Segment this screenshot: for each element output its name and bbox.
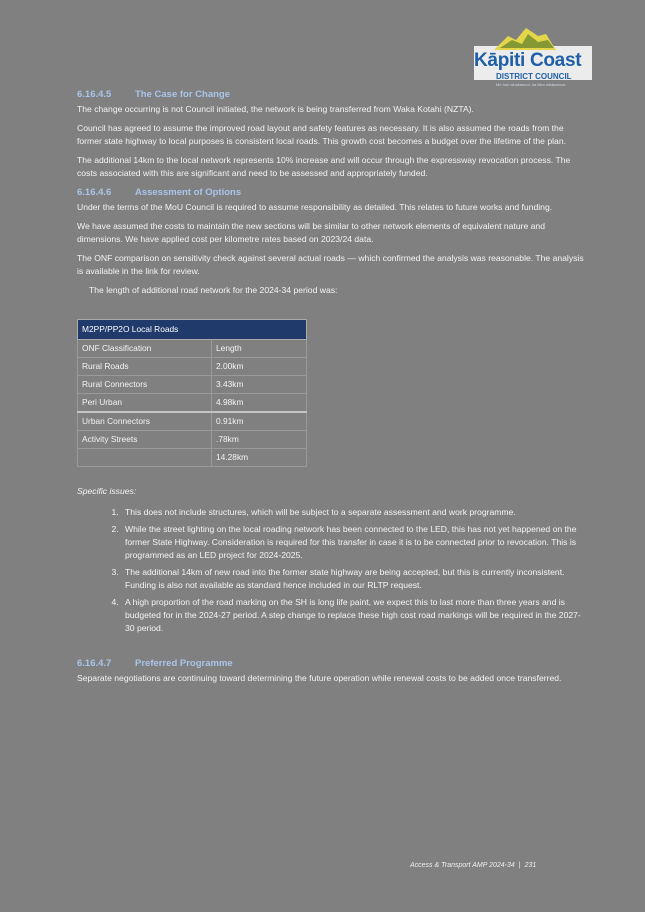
table-intro: The length of additional road network for the 2024-34 period was: xyxy=(89,285,338,295)
table-cell-value: 2.00km xyxy=(212,358,307,376)
table-cell-label: Rural Roads xyxy=(78,358,212,376)
table-cell-label: Urban Connectors xyxy=(78,412,212,431)
section-title: Assessment of Options xyxy=(135,187,242,198)
document-body xyxy=(77,88,587,691)
page-number: 231 xyxy=(524,862,537,869)
section-heading-assessment-of-options xyxy=(77,186,587,199)
table-cell-label: ONF Classification xyxy=(78,340,212,358)
paragraph: Under the terms of the MoU Council is required to assume responsibility as detailed. This relates to future works and funding. xyxy=(77,202,553,212)
section-number: 6.16.4.6 xyxy=(77,187,112,198)
council-logo xyxy=(474,24,590,87)
table-cell-value: 3.43km xyxy=(212,376,307,394)
table-cell-value: 4.98km xyxy=(212,394,307,413)
section-title: Preferred Programme xyxy=(135,658,233,669)
section-heading-preferred-programme xyxy=(77,657,587,670)
list-item: 1. This does not include structures, which will be subject to a separate assessment and work programme. xyxy=(121,506,587,519)
page-footer xyxy=(410,862,536,869)
paragraph: The ONF comparison on sensitivity check against several actual roads — which confirmed the analysis was reasonable. The analysis is available in the link for review. xyxy=(77,253,584,276)
list-item: 3. The additional 14km of new road into the former state highway are being accepted, but this is currently inconsistent. Funding is also not available as standard hence included in our RLTP request. xyxy=(121,566,587,592)
section-heading-case-for-change xyxy=(77,88,587,101)
table-row xyxy=(78,340,307,358)
list-item: 4. A high proportion of the road marking on the SH is long life paint, we expect this to last more than three years and is budgeted for in the 2024-27 period. A step change to replace these high cost road markings will be required in the 2027-30 period. xyxy=(121,596,587,635)
table-cell-label xyxy=(78,449,212,467)
paragraph: Separate negotiations are continuing toward determining the future operation while renewal costs to be added once transferred. xyxy=(77,673,562,683)
table-row xyxy=(78,412,307,431)
table-cell-label: Rural Connectors xyxy=(78,376,212,394)
table-cell-label: Peri Urban xyxy=(78,394,212,413)
table-row xyxy=(78,431,307,449)
paragraph: The additional 14km to the local network represents 10% increase and will occur through the expressway revocation process. The costs associated with this are significant and need to be assessed and appropriately funded. xyxy=(77,155,571,178)
section-number: 6.16.4.5 xyxy=(77,89,112,100)
logo-subtitle: DISTRICT COUNCIL xyxy=(496,72,572,81)
table-cell-value: 0.91km xyxy=(212,412,307,431)
paragraph: Council has agreed to assume the improved road layout and safety features as necessary. It is also assumed the roads from the former state highway to local purposes is consistent local roads. This growth cost becomes a budget over the lifetime of the plan. xyxy=(77,123,566,146)
local-roads-table xyxy=(77,319,307,467)
list-item: 2. While the street lighting on the local roading network has been connected to the LED, this has not yet happened on the former State Highway. Consideration is required for this transfer in case it is to be connected prior to revocation. This is programmed as an LED project for 2024-2025. xyxy=(121,523,587,562)
section-number: 6.16.4.7 xyxy=(77,658,112,669)
specific-issues-heading: Specific issues: xyxy=(77,486,137,496)
table-cell-label: Activity Streets xyxy=(78,431,212,449)
paragraph: We have assumed the costs to maintain the new sections will be similar to other network elements of equivalent nature and dimensions. We have applied cost per kilometre rates based on 2023/24 data. xyxy=(77,221,545,244)
table-row xyxy=(78,358,307,376)
footer-document-title: Access & Transport AMP 2024-34 xyxy=(410,862,515,869)
table-cell-value: .78km xyxy=(212,431,307,449)
table-row-total xyxy=(78,449,307,467)
table-title: M2PP/PP2O Local Roads xyxy=(78,320,307,340)
table-cell-total: 14.28km xyxy=(212,449,307,467)
paragraph: The change occurring is not Council initiated, the network is being transferred from Waka Kotahi (NZTA). xyxy=(77,104,474,114)
table-cell-value: Length xyxy=(212,340,307,358)
hills-icon xyxy=(494,26,556,50)
logo-tagline: Me huri whakamuri, ka titiro whakamua xyxy=(496,82,566,87)
specific-issues-list xyxy=(77,506,587,635)
section-title: The Case for Change xyxy=(135,89,231,100)
table-row xyxy=(78,376,307,394)
logo-brand: Kāpiti Coast xyxy=(474,50,582,71)
table-row xyxy=(78,394,307,413)
footer-divider: | xyxy=(518,862,521,869)
